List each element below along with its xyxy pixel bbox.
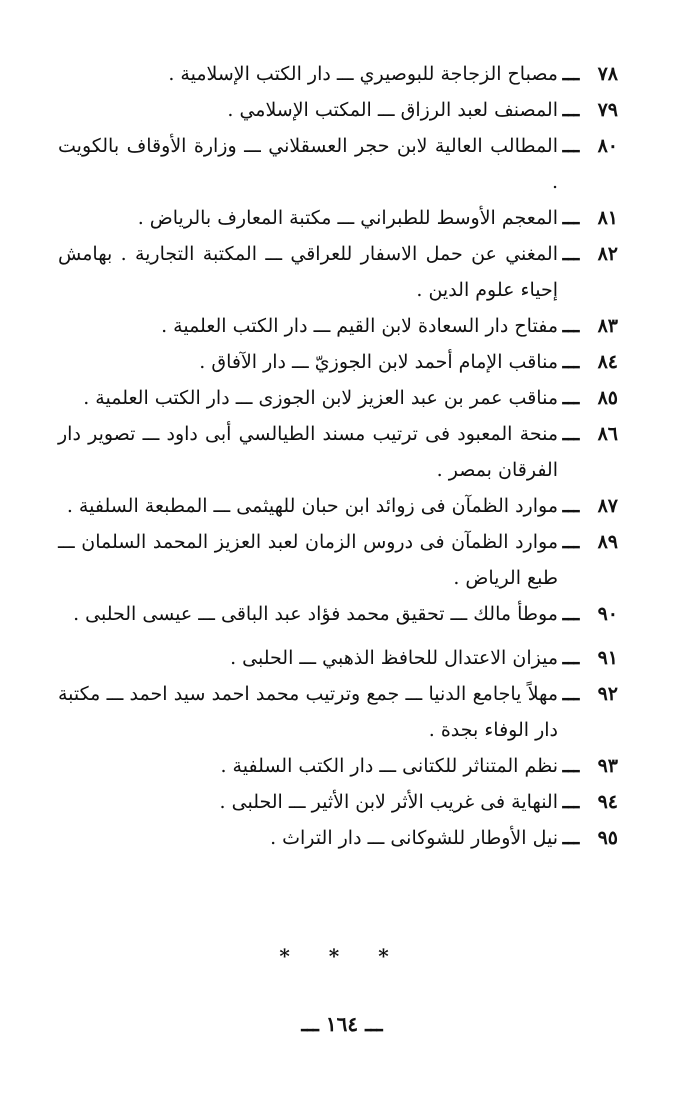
entry-dash: ـــ [562,423,580,445]
entry-dash: ـــ [562,63,580,85]
bibliography-list [58,56,618,856]
entry-number: ٨٧ [597,495,618,517]
entry-text: ميزان الاعتدال للحافظ الذهبي ـــ الحلبى . [230,647,558,669]
entry-text: مناقب عمر بن عبد العزيز لابن الجوزى ـــ دار الكتب العلمية . [83,387,558,409]
bibliography-entry [58,524,618,596]
entry-number: ٨٥ [597,387,618,409]
entry-text: المصنف لعبد الرزاق ـــ المكتب الإسلامي . [227,99,558,121]
entry-dash: ـــ [562,683,580,705]
entry-text: مفتاح دار السعادة لابن القيم ـــ دار الكتب العلمية . [161,315,558,337]
entry-text: موطأ مالك ـــ تحقيق محمد فؤاد عبد الباقى ـــ عيسى الحلبى . [73,603,558,625]
entry-text: المعجم الأوسط للطبراني ـــ مكتبة المعارف بالرياض . [137,207,558,229]
bibliography-entry [58,344,618,380]
entry-number: ٨٩ [597,531,618,553]
bibliography-entry [58,236,618,308]
entry-text: مهلاً ياجامع الدنيا ـــ جمع وترتيب محمد احمد سيد احمد ـــ مكتبة دار الوفاء بجدة . [58,683,558,741]
page-number: ـــ ١٦٤ ـــ [301,1012,383,1036]
bibliography-entry [58,128,618,200]
entry-dash: ـــ [562,791,580,813]
entry-dash: ـــ [562,351,580,373]
bibliography-entry [58,784,618,820]
entry-number: ٨٢ [597,243,618,265]
entry-number: ٨١ [597,207,618,229]
bibliography-entry [58,596,618,632]
bibliography-entry [58,380,618,416]
entry-number: ٩٥ [597,827,618,849]
entry-dash: ـــ [562,531,580,553]
entry-text: مناقب الإمام أحمد لابن الجوزيّ ـــ دار الآفاق . [199,351,558,373]
entry-dash: ـــ [562,243,580,265]
section-ornament: * * * [279,944,405,968]
entry-number: ٩٤ [597,791,618,813]
bibliography-entry [58,820,618,856]
bibliography-entry [58,488,618,524]
entry-dash: ـــ [562,647,580,669]
entry-text: النهاية فى غريب الأثر لابن الأثير ـــ الحلبى . [219,791,558,813]
entry-number: ٨٤ [597,351,618,373]
entry-number: ٧٩ [597,99,618,121]
entry-number: ٨٠ [597,135,618,157]
bibliography-entry [58,748,618,784]
bibliography-entry [58,676,618,748]
entry-dash: ـــ [562,603,580,625]
entry-text: موارد الظمآن فى دروس الزمان لعبد العزيز المحمد السلمان ـــ طبع الرياض . [58,531,558,589]
entry-text: المطالب العالية لابن حجر العسقلاني ـــ وزارة الأوقاف بالكويت . [58,135,558,193]
entry-number: ٩٠ [597,603,618,625]
entry-dash: ـــ [562,755,580,777]
entry-text: نظم المتناثر للكتانى ـــ دار الكتب السلفية . [220,755,558,777]
bibliography-entry [58,640,618,676]
bibliography-entry [58,56,618,92]
entry-dash: ـــ [562,387,580,409]
bibliography-entry [58,308,618,344]
bibliography-entry [58,416,618,488]
entry-text: نيل الأوطار للشوكانى ـــ دار التراث . [270,827,558,849]
entry-dash: ـــ [562,207,580,229]
entry-number: ٩٣ [597,755,618,777]
entry-dash: ـــ [562,315,580,337]
bibliography-entry [58,92,618,128]
entry-text: منحة المعبود فى ترتيب مسند الطيالسي أبى داود ـــ تصوير دار الفرقان بمصر . [58,423,558,481]
entry-text: المغني عن حمل الاسفار للعراقي ـــ المكتبة التجارية . بهامش إحياء علوم الدين . [58,243,558,301]
entry-dash: ـــ [562,99,580,121]
entry-number: ٨٣ [597,315,618,337]
entry-dash: ـــ [562,495,580,517]
entry-text: موارد الظمآن فى زوائد ابن حبان للهيثمى ـــ المطبعة السلفية . [66,495,558,517]
entry-number: ٨٦ [597,423,618,445]
bibliography-entry [58,200,618,236]
entry-number: ٧٨ [597,63,618,85]
entry-dash: ـــ [562,135,580,157]
entry-number: ٩٢ [597,683,618,705]
entry-dash: ـــ [562,827,580,849]
entry-text: مصباح الزجاجة للبوصيري ـــ دار الكتب الإسلامية . [168,63,558,85]
entry-number: ٩١ [597,647,618,669]
